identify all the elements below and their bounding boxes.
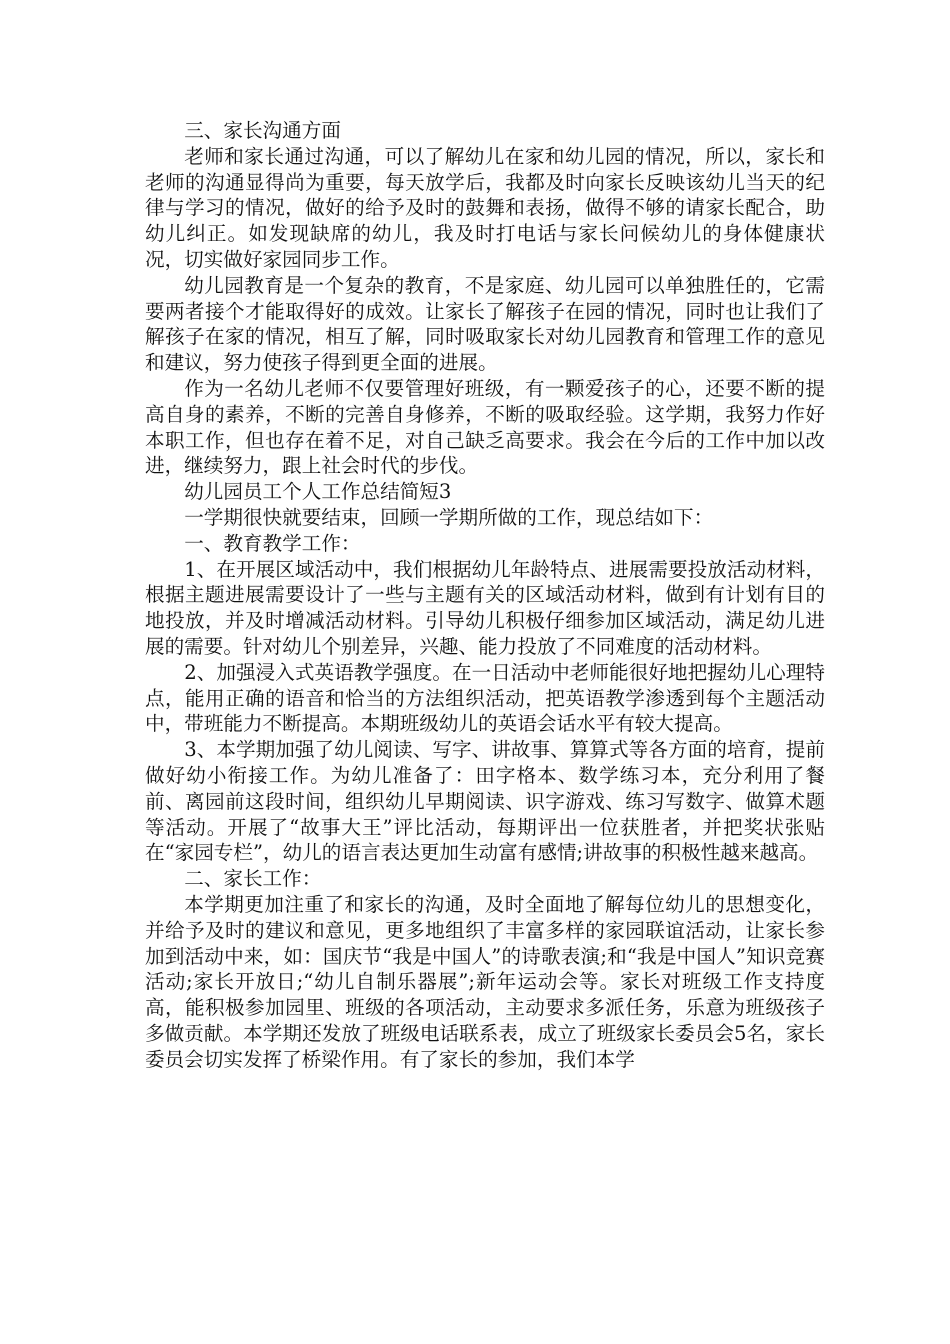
paragraph-communication: 老师和家长通过沟通，可以了解幼儿在家和幼儿园的情况，所以，家长和老师的沟通显得尚为重要，每天放学后，我都及时向家长反映该幼儿当天的纪律与学习的情况，做好的给予及时的鼓舞和表扬，做得不够的请家长配合，助幼儿纠正。如发现缺席的幼儿，我及时打电话与家长问候幼儿的身体健康状况，切实做好家园同步工作。 [145, 144, 825, 271]
section-heading-parent-work: 二、家长工作： [184, 867, 322, 891]
paragraph-item-1: 1、在开展区域活动中，我们根据幼儿年龄特点、进展需要投放活动材料，根据主题进展需要设计了一些与主题有关的区域活动材料，做到有计划有目的地投放，并及时增减活动材料。引导幼儿积极仔细参加区域活动，满足幼儿进展的需要。针对幼儿个别差异，兴趣、能力投放了不同难度的活动材料。 [145, 557, 825, 658]
section-heading-parent-communication: 三、家长沟通方面 [184, 119, 341, 142]
paragraph-teacher-reflection: 作为一名幼儿老师不仅要管理好班级，有一颗爱孩子的心，还要不断的提高自身的素养，不断的完善自身修养，不断的吸取经验。这学期，我努力作好本职工作，但也存在着不足，对自己缺乏高要求。我会在今后的工作中加以改进，继续努力，跟上社会时代的步伐。 [145, 376, 825, 478]
paragraph-parent-work: 本学期更加注重了和家长的沟通，及时全面地了解每位幼儿的思想变化，并给予及时的建议和意见，更多地组织了丰富多样的家园联谊活动，让家长参加到活动中来，如：国庆节“我是中国人”的诗歌表演;和“我是中国人”知识竞赛活动;家长开放日;“幼儿自制乐器展”;新年运动会等。家长对班级工作支持度高，能积极参加园里、班级的各项活动，主动要求多派任务，乐意为班级孩子多做贡献。本学期还发放了班级电话联系表，成立了班级家长委员会5名，家长委员会切实发挥了桥梁作用。有了家长的参加，我们本学 [145, 892, 825, 1071]
document-body [145, 118, 825, 1072]
summary-title: 幼儿园员工个人工作总结简短3 [184, 480, 452, 504]
paragraph-kindergarten-education: 幼儿园教育是一个复杂的教育，不是家庭、幼儿园可以单独胜任的，它需要两者接个才能取得好的成效。让家长了解孩子在园的情况，同时也让我们了解孩子在家的情况，相互了解，同时吸取家长对幼儿园教育和管理工作的意见和建议，努力使孩子得到更全面的进展。 [145, 273, 825, 375]
paragraph-item-3: 3、本学期加强了幼儿阅读、写字、讲故事、算算式等各方面的培育，提前做好幼小衔接工作。为幼儿准备了：田字格本、数学练习本，充分利用了餐前、离园前这段时间，组织幼儿早期阅读、识字游戏、练习写数字、做算术题等活动。开展了“故事大王”评比活动，每期评出一位获胜者，并把奖状张贴在“家园专栏”，幼儿的语言表达更加生动富有感情;讲故事的积极性越来越高。 [145, 738, 825, 865]
paragraph-item-2: 2、加强浸入式英语教学强度。在一日活动中老师能很好地把握幼儿心理特点，能用正确的语音和恰当的方法组织活动，把英语教学渗透到每个主题活动中，带班能力不断提高。本期班级幼儿的英语会话水平有较大提高。 [145, 660, 825, 736]
section-heading-teaching: 一、教育教学工作： [184, 531, 361, 555]
paragraph-intro: 一学期很快就要结束，回顾一学期所做的工作，现总结如下： [184, 505, 714, 529]
